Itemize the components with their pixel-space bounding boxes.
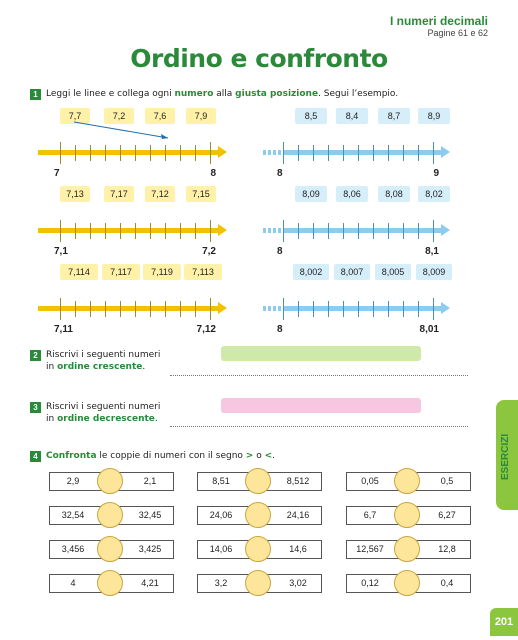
tick-mark — [283, 220, 284, 242]
descending-answer-bar — [221, 398, 421, 413]
number-line-bar — [38, 228, 218, 233]
right-number: 0,5 — [440, 476, 454, 486]
right-number: 12,8 — [438, 544, 456, 554]
tick-mark — [358, 145, 359, 161]
tick-mark — [388, 223, 389, 239]
arrow-icon — [441, 146, 450, 158]
tick-mark — [90, 301, 91, 317]
exercise-3-instruction: Riscrivi i seguenti numeri in ordine decrescente. — [46, 402, 161, 424]
left-number: 3,2 — [214, 578, 228, 588]
number-line-dash — [268, 306, 271, 311]
number-chip: 7,6 — [145, 108, 175, 124]
end-label: 7,12 — [196, 324, 216, 335]
tick-mark — [165, 301, 166, 317]
arrow-icon — [218, 146, 227, 158]
tick-mark — [120, 301, 121, 317]
tick-mark — [90, 223, 91, 239]
number-line-dash — [263, 228, 266, 233]
side-tab-label: ESERCIZI — [500, 433, 511, 481]
right-number: 4,21 — [141, 578, 159, 588]
section-title: I numeri decimali — [389, 14, 488, 28]
tick-mark — [180, 223, 181, 239]
tick-mark — [373, 223, 374, 239]
number-chip: 8,4 — [336, 108, 368, 124]
tick-mark — [150, 301, 151, 317]
end-label: 9 — [433, 168, 439, 179]
answer-circle[interactable] — [394, 536, 420, 562]
left-number: 4 — [70, 578, 76, 588]
tick-mark — [60, 220, 61, 242]
tick-mark — [313, 301, 314, 317]
number-chip: 8,005 — [375, 264, 411, 280]
exercise-2-instruction: Riscrivi i seguenti numeri in ordine crescente. — [46, 350, 161, 372]
number-line-dash — [263, 306, 266, 311]
number-line-dash — [273, 228, 276, 233]
tick-mark — [373, 301, 374, 317]
answer-circle[interactable] — [394, 570, 420, 596]
tick-mark — [298, 301, 299, 317]
end-label: 8,01 — [419, 324, 439, 335]
number-chip: 8,009 — [416, 264, 452, 280]
tick-mark — [283, 298, 284, 320]
start-label: 8 — [277, 246, 283, 257]
tick-mark — [418, 301, 419, 317]
tick-mark — [105, 145, 106, 161]
number-chip: 7,9 — [186, 108, 216, 124]
tick-mark — [373, 145, 374, 161]
left-number: 0,12 — [361, 578, 379, 588]
right-number: 6,27 — [438, 510, 456, 520]
tick-mark — [195, 301, 196, 317]
left-number: 12,567 — [356, 544, 384, 554]
number-chip: 8,002 — [293, 264, 329, 280]
number-chip: 8,007 — [334, 264, 370, 280]
number-chip: 7,12 — [145, 186, 175, 202]
tick-mark — [210, 142, 211, 164]
number-chip: 8,9 — [418, 108, 450, 124]
number-chip: 8,5 — [295, 108, 327, 124]
tick-mark — [90, 145, 91, 161]
tick-mark — [403, 145, 404, 161]
tick-mark — [150, 223, 151, 239]
number-chip: 7,13 — [60, 186, 90, 202]
answer-circle[interactable] — [394, 468, 420, 494]
tick-mark — [328, 301, 329, 317]
tick-mark — [165, 223, 166, 239]
number-chip: 7,119 — [143, 264, 181, 280]
tick-mark — [313, 223, 314, 239]
tick-mark — [283, 142, 284, 164]
start-label: 7,1 — [54, 246, 68, 257]
tick-mark — [135, 145, 136, 161]
tick-mark — [75, 301, 76, 317]
tick-mark — [388, 145, 389, 161]
exercise-3-number: 3 — [30, 402, 41, 413]
start-label: 7 — [54, 168, 60, 179]
answer-circle[interactable] — [394, 502, 420, 528]
number-chip: 7,7 — [60, 108, 90, 124]
tick-mark — [60, 298, 61, 320]
ascending-answer-line[interactable] — [170, 375, 468, 376]
number-chip: 8,06 — [336, 186, 368, 202]
right-number: 3,425 — [138, 544, 162, 554]
tick-mark — [328, 223, 329, 239]
tick-mark — [418, 223, 419, 239]
number-chip: 7,2 — [104, 108, 134, 124]
number-chip: 7,15 — [186, 186, 216, 202]
left-number: 8,51 — [212, 476, 230, 486]
number-line-dash — [278, 150, 281, 155]
number-line-dash — [273, 306, 276, 311]
ascending-answer-bar — [221, 346, 421, 361]
tick-mark — [433, 220, 434, 242]
number-chip: 7,17 — [104, 186, 134, 202]
tick-mark — [343, 145, 344, 161]
tick-mark — [105, 301, 106, 317]
tick-mark — [60, 142, 61, 164]
page-number: 201 — [490, 608, 518, 636]
left-number: 2,9 — [66, 476, 80, 486]
tick-mark — [75, 223, 76, 239]
left-number: 0,05 — [361, 476, 379, 486]
number-line-bar — [38, 150, 218, 155]
number-chip: 8,09 — [295, 186, 327, 202]
arrow-icon — [441, 224, 450, 236]
number-chip: 8,7 — [378, 108, 410, 124]
tick-mark — [328, 145, 329, 161]
end-label: 8,1 — [425, 246, 439, 257]
tick-mark — [358, 223, 359, 239]
tick-mark — [298, 223, 299, 239]
start-label: 8 — [277, 168, 283, 179]
exercise-4-number: 4 — [30, 451, 41, 462]
number-line-dash — [268, 228, 271, 233]
number-line-bar — [38, 306, 218, 311]
page-title: Ordino e confronto — [130, 44, 388, 73]
tick-mark — [418, 145, 419, 161]
tick-mark — [388, 301, 389, 317]
exercise-1-number: 1 — [30, 89, 41, 100]
tick-mark — [165, 145, 166, 161]
tick-mark — [210, 220, 211, 242]
tick-mark — [403, 301, 404, 317]
answer-circle[interactable] — [245, 536, 271, 562]
left-number: 24,06 — [209, 510, 233, 520]
number-line-dash — [278, 228, 281, 233]
tick-mark — [358, 301, 359, 317]
example-connector — [60, 118, 180, 144]
number-chip: 7,113 — [184, 264, 222, 280]
number-chip: 7,117 — [102, 264, 140, 280]
tick-mark — [135, 223, 136, 239]
exercise-1-instruction: Leggi le linee e collega ogni numero alla giusta posizione. Segui l’esempio. — [46, 89, 399, 99]
left-number: 3,456 — [61, 544, 85, 554]
answer-circle[interactable] — [97, 468, 123, 494]
right-number: 0,4 — [440, 578, 454, 588]
left-number: 6,7 — [363, 510, 377, 520]
arrow-icon — [218, 302, 227, 314]
tick-mark — [343, 223, 344, 239]
tick-mark — [195, 223, 196, 239]
answer-circle[interactable] — [245, 570, 271, 596]
exercise-2-number: 2 — [30, 350, 41, 361]
number-line-dash — [273, 150, 276, 155]
right-number: 32,45 — [138, 510, 162, 520]
start-label: 7,11 — [54, 324, 73, 335]
answer-circle[interactable] — [97, 536, 123, 562]
arrow-icon — [218, 224, 227, 236]
exercise-4-instruction: Confronta le coppie di numeri con il segno > o <. — [46, 451, 275, 461]
left-number: 14,06 — [209, 544, 233, 554]
left-number: 32,54 — [61, 510, 85, 520]
tick-mark — [180, 301, 181, 317]
number-chip: 8,08 — [378, 186, 410, 202]
number-line-dash — [268, 150, 271, 155]
descending-answer-line[interactable] — [170, 426, 468, 427]
answer-circle[interactable] — [245, 502, 271, 528]
right-number: 3,02 — [289, 578, 307, 588]
tick-mark — [403, 223, 404, 239]
tick-mark — [150, 145, 151, 161]
start-label: 8 — [277, 324, 283, 335]
number-chip: 7,114 — [60, 264, 98, 280]
tick-mark — [120, 145, 121, 161]
tick-mark — [180, 145, 181, 161]
tick-mark — [433, 142, 434, 164]
end-label: 8 — [210, 168, 216, 179]
tick-mark — [433, 298, 434, 320]
answer-circle[interactable] — [245, 468, 271, 494]
number-chip: 8,02 — [418, 186, 450, 202]
arrow-icon — [441, 302, 450, 314]
right-number: 8,512 — [286, 476, 310, 486]
right-number: 24,16 — [286, 510, 310, 520]
tick-mark — [105, 223, 106, 239]
tick-mark — [298, 145, 299, 161]
tick-mark — [135, 301, 136, 317]
answer-circle[interactable] — [97, 570, 123, 596]
right-number: 2,1 — [143, 476, 157, 486]
end-label: 7,2 — [202, 246, 216, 257]
page-reference: Pagine 61 e 62 — [427, 28, 488, 38]
tick-mark — [195, 145, 196, 161]
answer-circle[interactable] — [97, 502, 123, 528]
number-line-dash — [263, 150, 266, 155]
tick-mark — [75, 145, 76, 161]
tick-mark — [210, 298, 211, 320]
tick-mark — [313, 145, 314, 161]
tick-mark — [120, 223, 121, 239]
number-line-dash — [278, 306, 281, 311]
right-number: 14,6 — [289, 544, 307, 554]
tick-mark — [343, 301, 344, 317]
